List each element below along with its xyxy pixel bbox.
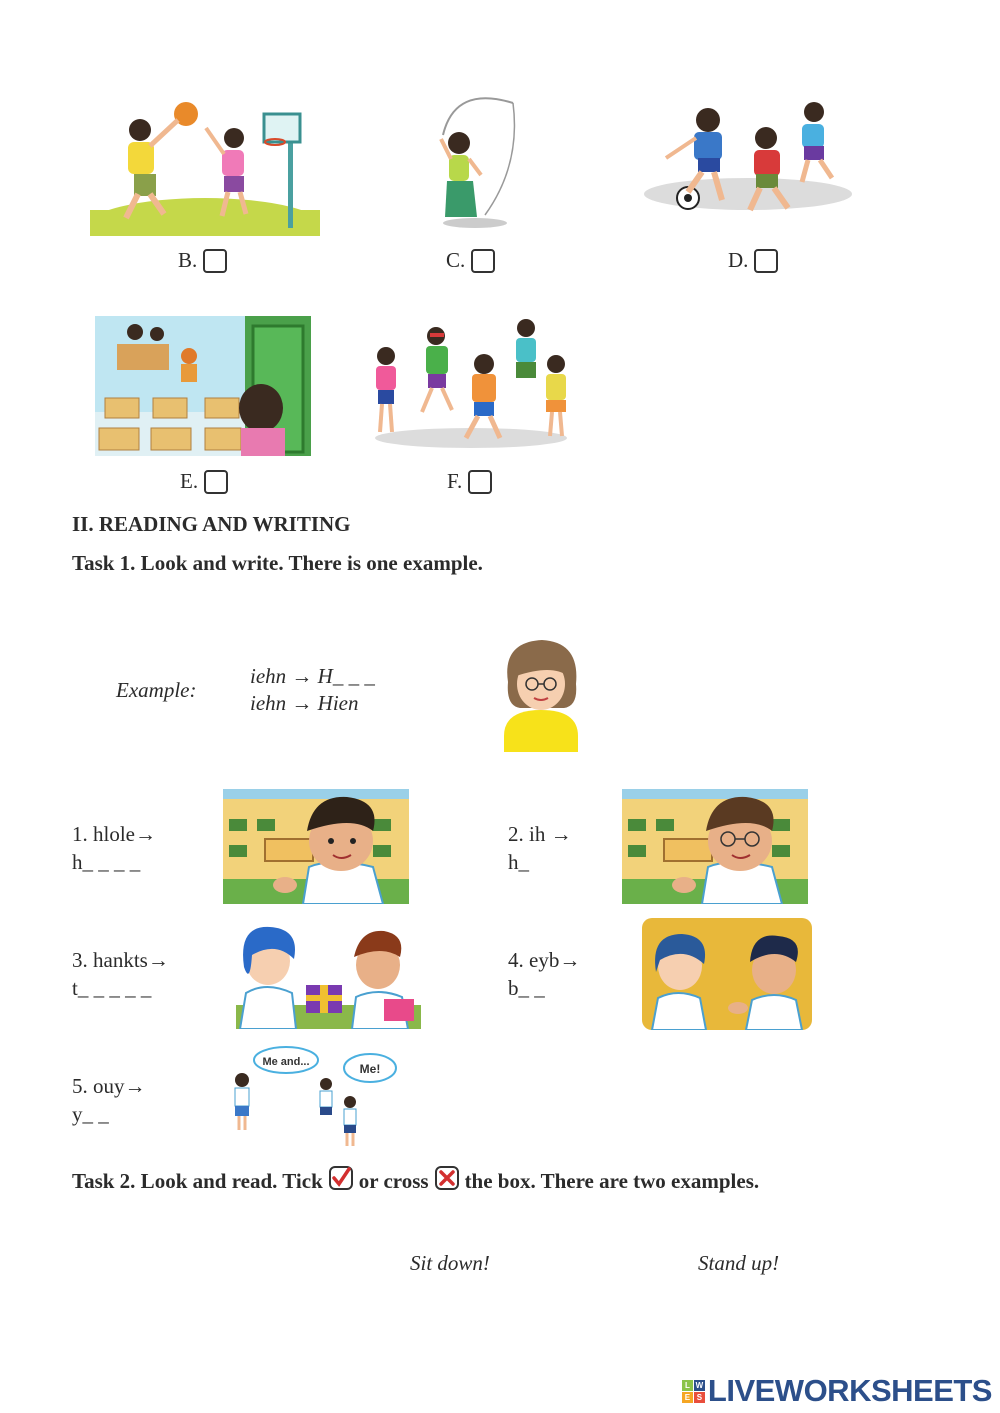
hien-picture xyxy=(500,636,582,752)
item-4-picture xyxy=(642,918,812,1030)
task2-title-part2: or cross xyxy=(358,1168,429,1193)
task2-title xyxy=(72,1166,759,1196)
example-label: Example: xyxy=(116,678,197,702)
item-2-answer: h_ xyxy=(508,850,529,874)
item-4-answer: b_ _ xyxy=(508,976,545,1000)
item-1-answer: h_ _ _ _ xyxy=(72,850,141,874)
item-2-picture xyxy=(622,789,808,904)
option-f-checkbox[interactable] xyxy=(468,470,492,494)
skipping-rope-picture xyxy=(425,95,525,235)
item-5-picture xyxy=(228,1044,404,1150)
phrase-sit-down: Sit down! xyxy=(410,1251,490,1275)
item-5-word: 5. ouy→ xyxy=(72,1074,146,1098)
item-5 xyxy=(72,1072,146,1128)
option-f-letter: F. xyxy=(447,469,463,493)
option-d xyxy=(728,248,778,273)
item-1 xyxy=(72,820,156,876)
task2-title-part1: Task 2. Look and read. Tick xyxy=(72,1168,323,1193)
option-c xyxy=(446,248,495,273)
liveworksheets-logo[interactable] xyxy=(682,1373,992,1409)
blind-mans-bluff-picture xyxy=(366,316,576,450)
task2-title-part3: the box. There are two examples. xyxy=(464,1168,760,1193)
option-b xyxy=(178,248,227,273)
item-5-answer: y_ _ xyxy=(72,1102,109,1126)
option-c-checkbox[interactable] xyxy=(471,249,495,273)
item-3-picture xyxy=(236,915,421,1029)
option-b-checkbox[interactable] xyxy=(203,249,227,273)
cross-icon xyxy=(435,1166,459,1196)
item-3 xyxy=(72,946,169,1002)
option-e-letter: E. xyxy=(180,469,199,493)
example-line-2: iehn → Hien xyxy=(250,691,359,715)
item-2-word: 2. ih → xyxy=(508,822,572,846)
option-d-checkbox[interactable] xyxy=(754,249,778,273)
option-f xyxy=(447,469,492,494)
tick-icon xyxy=(329,1166,353,1196)
item-3-answer: t_ _ _ _ _ xyxy=(72,976,152,1000)
option-e-checkbox[interactable] xyxy=(204,470,228,494)
item-1-picture xyxy=(223,789,409,904)
phrase-stand-up: Stand up! xyxy=(698,1251,780,1275)
logo-tiles-icon: L W E S xyxy=(682,1380,705,1403)
item-4-word: 4. eyb→ xyxy=(508,948,581,972)
option-e xyxy=(180,469,228,494)
option-b-letter: B. xyxy=(178,248,198,272)
football-picture xyxy=(642,98,854,226)
task1-title: Task 1. Look and write. There is one example. xyxy=(72,551,483,575)
logo-text: LIVEWORKSHEETS xyxy=(707,1373,992,1408)
bubble-me-and: Me and... xyxy=(262,1056,310,1068)
classroom-picture xyxy=(95,316,311,456)
example-line-1: iehn → H_ _ _ xyxy=(250,664,375,688)
item-2 xyxy=(508,820,572,876)
option-c-letter: C. xyxy=(446,248,466,272)
basketball-picture xyxy=(90,98,320,236)
section-title: II. READING AND WRITING xyxy=(72,512,351,536)
item-4 xyxy=(508,946,580,1002)
bubble-me: Me! xyxy=(359,1062,381,1076)
item-1-word: 1. hlole→ xyxy=(72,822,156,846)
option-d-letter: D. xyxy=(728,248,749,272)
item-3-word: 3. hankts→ xyxy=(72,948,169,972)
